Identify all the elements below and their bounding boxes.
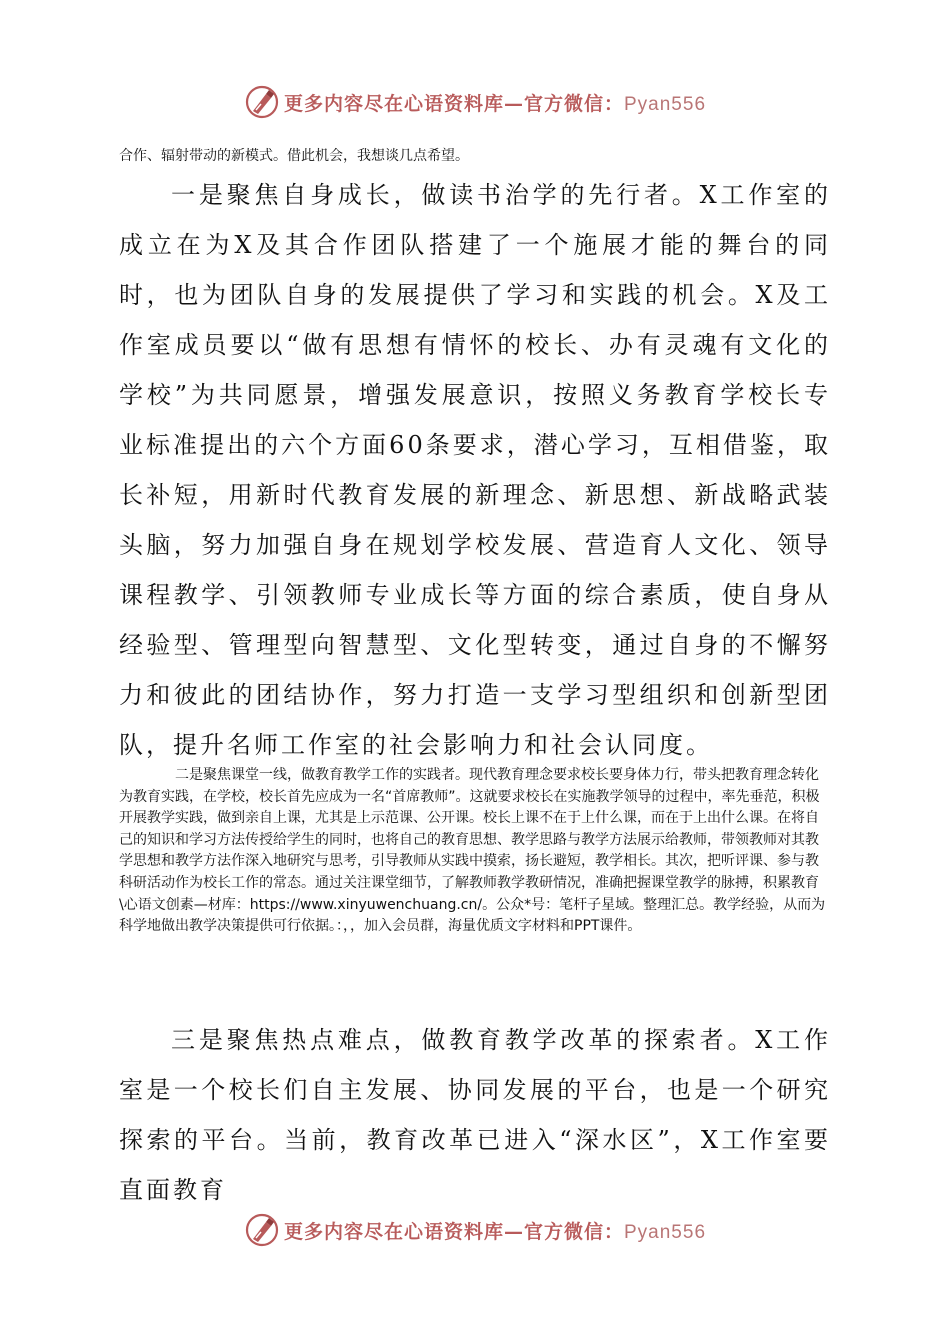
footer-wechat-id: Pyan556 xyxy=(624,1221,707,1243)
paragraph-continuation: 合作、辐射带动的新模式。借此机会，我想谈几点希望。 xyxy=(119,148,469,164)
paragraph-second-hope: 二是聚焦课堂一线，做教育教学工作的实践者。现代教育理念要求校长要身体力行，带头把教育理念转化为教育实践，在学校，校长首先应成为一名“首席教师”。这就要求校长在实施教学领导的过程中，率先垂范，积极开展教学实践，做到亲自上课，尤其是上示范课、公开课。校长上课不在于上什么课，而在于上出什么课。在将自己的知识和学习方法传授给学生的同时，也将自己的教育思想、教学思路与教学方法展示给教师，带领教师对其教学思想和教学方法作深入地研究与思考，引导教师从实践中摸索，扬长避短，教学相长。其次，把听评课、参与教科研活动作为校长工作的常态。通过关注课堂细节，了解教师教学教研情况，准确把握课堂教学的脉搏，积累教育\心语文创素—材库：https://www.xinyuwenchuang.cn/。公众*号：笔杆子星域。整理汇总。教学经验，从而为科学地做出教学决策提供可行依据。：，，加入会员群，海量优质文字材料和PPT课件。 xyxy=(119,767,826,935)
footer-banner xyxy=(0,1208,950,1252)
header-wechat-id: Pyan556 xyxy=(624,93,707,115)
header-banner xyxy=(0,80,950,124)
footer-banner-text: 更多内容尽在心语资料库—官方微信：Pyan556 xyxy=(283,1220,707,1243)
header-banner-text: 更多内容尽在心语资料库—官方微信：Pyan556 xyxy=(283,92,707,115)
pen-nib-logo-icon xyxy=(244,1212,280,1248)
pen-nib-logo-icon xyxy=(244,84,280,120)
paragraph-first-hope: 一是聚焦自身成长，做读书治学的先行者。X工作室的成立在为X及其合作团队搭建了一个施展才能的舞台的同时，也为团队自身的发展提供了学习和实践的机会。X及工作室成员要以“做有思想有情怀的校长、办有灵魂有文化的学校”为共同愿景，增强发展意识，按照义务教育学校长专业标准提出的六个方面60条要求，潜心学习，互相借鉴，取长补短，用新时代教育发展的新理念、新思想、新战略武装头脑，努力加强自身在规划学校发展、营造育人文化、领导课程教学、引领教师专业成长等方面的综合素质，使自身从经验型、管理型向智慧型、文化型转变，通过自身的不懈努力和彼此的团结协作，努力打造一支学习型组织和创新型团队，提升名师工作室的社会影响力和社会认同度。 xyxy=(119,181,831,759)
paragraph-third-hope: 三是聚焦热点难点，做教育教学改革的探索者。X工作室是一个校长们自主发展、协同发展的平台，也是一个研究探索的平台。当前，教育改革已进入“深水区”，X工作室要直面教育 xyxy=(119,1026,831,1204)
